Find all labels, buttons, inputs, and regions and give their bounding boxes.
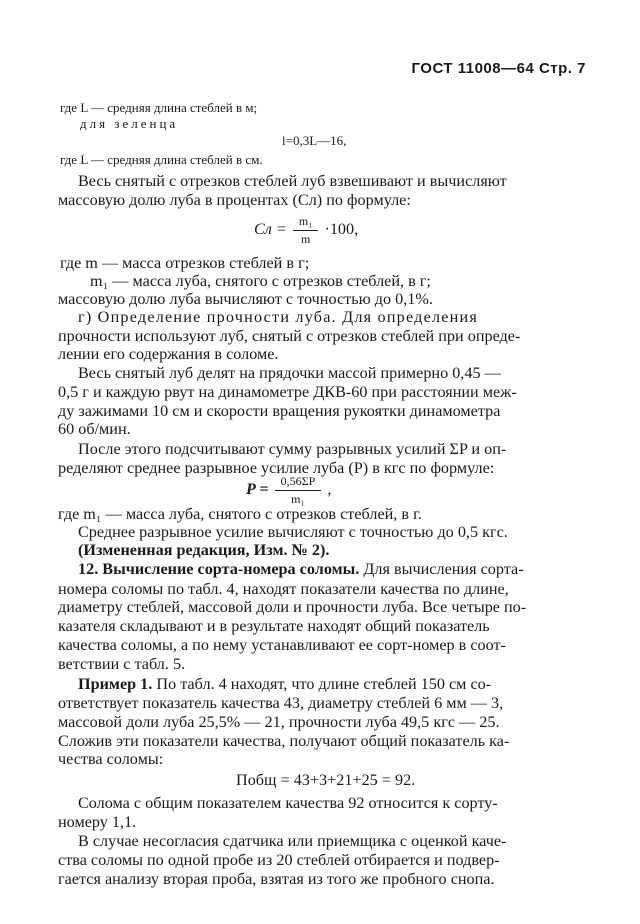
formula-rhs: , [327, 480, 332, 499]
text-line: г) Определение прочности луба. Для определения [78, 308, 478, 326]
formula-fraction [293, 214, 319, 247]
fraction-denominator: m₁ [291, 492, 305, 506]
amendment-note: (Измененная редакция, Изм. № 2). [78, 541, 330, 559]
fraction-numerator: 0,56ΣP [275, 474, 322, 491]
formula-total-index: Побщ = 43+3+21+25 = 92. [236, 771, 416, 789]
page-header: ГОСТ 11008—64 Стр. 7 [411, 60, 586, 77]
formula-fraction [275, 474, 322, 507]
text-line: прочности используют луб, снятый с отрезков стеблей при опреде- [58, 327, 521, 345]
example-label: Пример 1. [78, 675, 153, 693]
text-line: Солома с общим показателем качества 92 относится к сорту- [78, 794, 498, 812]
text-line: Сложив эти показатели качества, получают общий показатель ка- [58, 732, 510, 750]
text-line: Весь снятый луб делят на прядочки массой примерно 0,45 — [78, 364, 501, 382]
section-heading: 12. Вычисление сорта-номера соломы. [78, 560, 360, 578]
text-line: номеру 1,1. [58, 813, 137, 831]
text-line: ределяют среднее разрывное усилие луба (P) в кгс по формуле: [58, 459, 495, 477]
text-line: чества соломы: [58, 750, 164, 768]
formula-breaking-force [246, 474, 331, 507]
text-line: 0,5 г и каждую рвут на динамометре ДКВ-60 при расстоянии меж- [58, 383, 517, 401]
text-line: массовой доли луба 25,5% — 21, прочности луба 49,5 кгс — 25. [58, 713, 500, 731]
text-span: По табл. 4 находят, что длине стеблей 150 см со- [152, 675, 492, 693]
text-line: После этого подсчитывают сумму разрывных усилий ΣP и оп- [78, 440, 507, 458]
formula-line: l=0,3L—16, [282, 133, 347, 148]
formula-mass-fraction [254, 214, 358, 247]
formula-rhs: ·100, [324, 220, 359, 239]
text-line: где m₁ — масса луба, снятого с отрезков стеблей, в г. [58, 505, 422, 523]
text-line: где L — средняя длина стеблей в м; [60, 100, 258, 115]
text-line: массовую долю луба в процентах (Cл) по формуле: [58, 191, 411, 209]
text-span: Для вычисления сорта- [359, 560, 524, 578]
text-line: m₁ — масса луба, снятого с отрезков стеблей, в г; [90, 272, 431, 290]
text-line: массовую долю луба вычисляют с точностью до 0,1%. [58, 290, 433, 308]
fraction-numerator: m₁ [293, 214, 319, 231]
text-line: ства соломы по одной пробе из 20 стеблей отбирается и подвер- [58, 851, 500, 869]
text-line: где m — масса отрезков стеблей в г; [60, 254, 310, 272]
text-line: для зеленца [80, 116, 179, 131]
text-line: В случае несогласия сдатчика или приемщика с оценкой каче- [78, 832, 507, 850]
text-line: лении его содержания в соломе. [58, 345, 279, 363]
text-line: номера соломы по табл. 4, находят показатели качества по длине, [58, 580, 509, 598]
text-line: ветствии с табл. 5. [58, 655, 186, 673]
text-line: Весь снятый с отрезков стеблей луб взвешивают и вычисляют [78, 172, 507, 190]
fraction-denominator: m [300, 232, 311, 246]
text-line: Среднее разрывное усилие вычисляют с точностью до 0,5 кгс. [78, 523, 508, 541]
text-line: казателя складывают и в результате находят общий показатель [58, 617, 490, 635]
text-line: где L — средняя длина стеблей в см. [60, 152, 263, 167]
text-line: гается анализу вторая проба, взятая из того же пробного снопа. [58, 870, 495, 888]
text-line: ду зажимами 10 см и скорости вращения рукоятки динамометра [58, 402, 501, 420]
text-line: ответствует показатель качества 43, диаметру стеблей 6 мм — 3, [58, 694, 504, 712]
text-line: качества соломы, а по нему устанавливают ее сорт-номер в соот- [58, 636, 506, 654]
text-line [78, 560, 524, 579]
formula-lhs: P = [246, 480, 269, 499]
text-line: 60 об/мин. [58, 420, 131, 438]
formula-lhs: Cл = [254, 220, 287, 239]
text-line [78, 675, 491, 694]
text-line: диаметру стеблей, массовой доли и прочности луба. Все четыре по- [58, 598, 527, 616]
